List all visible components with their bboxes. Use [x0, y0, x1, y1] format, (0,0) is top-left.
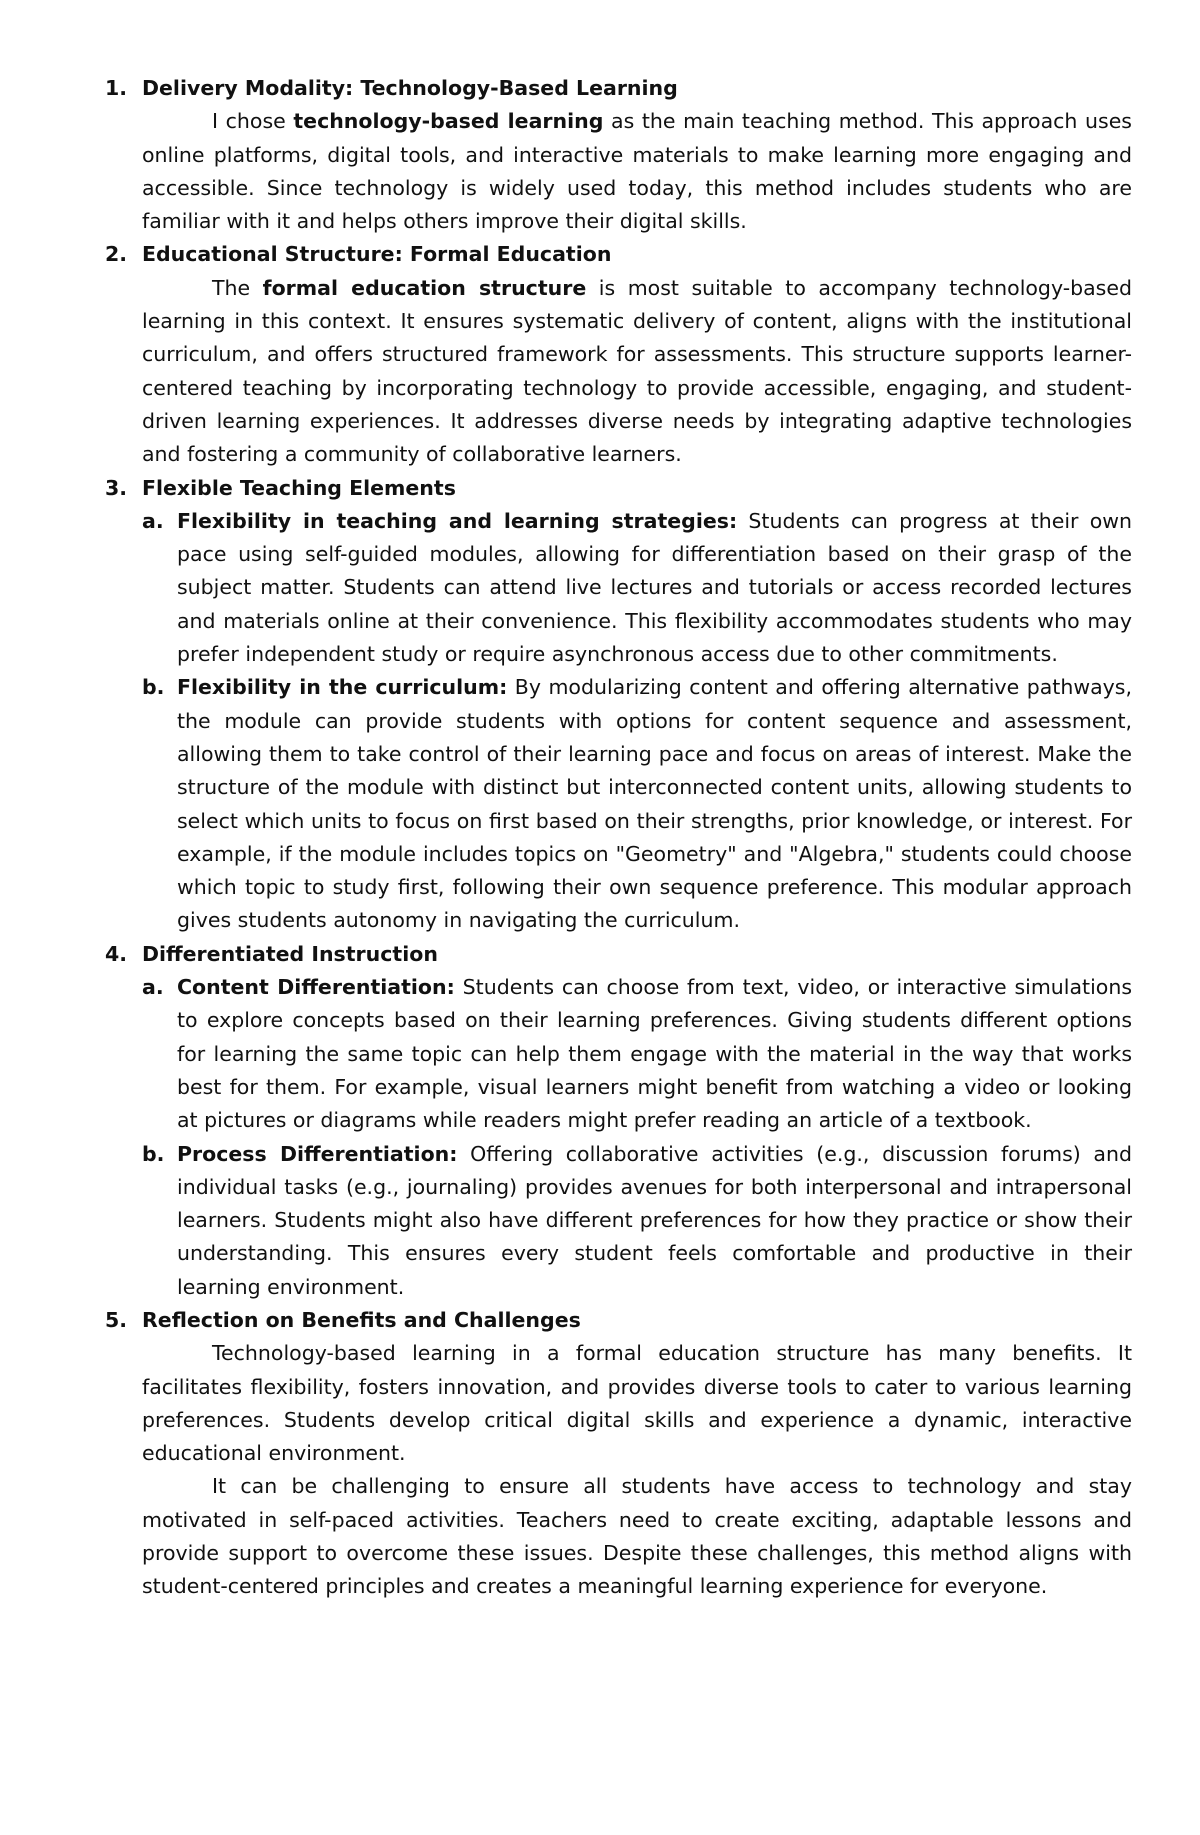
section-number: 5. — [105, 1307, 128, 1332]
item-letter: b. — [142, 675, 165, 700]
item-text: Students can progress at their own pace using self-guided modules, allowing for differentiation based on their grasp of the subject matter. Students can attend live lectures and tutorials or access recorded lectures and materials online at their convenience. This flexibility accommodates students who may prefer independent study or require asynchronous access due to other commitments. — [177, 508, 1132, 667]
section-heading — [105, 72, 1132, 105]
section-heading — [105, 472, 1132, 505]
document-body — [105, 72, 1133, 1604]
section-title: Delivery Modality: Technology-Based Learning — [142, 76, 678, 100]
item-letter: a. — [142, 975, 164, 1000]
list-item — [142, 505, 1132, 671]
paragraph: It can be challenging to ensure all students have access to technology and stay motivated in self-paced activities. Teachers need to create exciting, adaptable lessons and provide support to overcome these issues. Despite these challenges, this method aligns with student-centered principles and creates a meaningful learning experience for everyone. — [142, 1474, 1132, 1599]
list-item — [142, 671, 1132, 937]
list-item — [142, 1138, 1132, 1304]
section-title: Educational Structure: Formal Education — [142, 242, 612, 267]
list-item — [142, 971, 1132, 1137]
bold-term: technology-based learning — [293, 109, 604, 134]
section-flexible-teaching — [105, 472, 1132, 938]
bold-term: formal education structure — [262, 275, 587, 300]
section-number: 3. — [105, 475, 128, 500]
section-educational-structure — [105, 238, 1132, 471]
section-differentiated-instruction — [105, 938, 1133, 1304]
item-label: Flexibility in teaching and learning strategies: — [177, 508, 738, 533]
section-number: 4. — [105, 941, 128, 966]
section-number: 1. — [105, 76, 128, 100]
item-text: Students can choose from text, video, or interactive simulations to explore concepts based on their learning preferences. Giving students different options for learning the same topic can help them engage with the material in the way that works best for them. For example, visual learners might benefit from watching a video or looking at pictures or diagrams while readers might prefer reading an article of a textbook. — [177, 975, 1133, 1133]
section-heading — [105, 238, 1132, 271]
section-heading — [105, 1304, 1132, 1337]
item-label: Process Differentiation: — [177, 1141, 458, 1166]
item-text: Offering collaborative activities (e.g., discussion forums) and individual tasks (e.g., journaling) provides avenues for both interpersonal and intrapersonal learners. Students might also have different preferences for how they practice or show their understanding. This ensures every student feels comfortable and productive in their learning environment. — [177, 1141, 1132, 1299]
section-title: Flexible Teaching Elements — [142, 475, 456, 500]
paragraph: I chose technology-based learning as the main teaching method. This approach uses online platforms, digital tools, and interactive materials to make learning more engaging and accessible. Since technology is widely used today, this method includes students who are familiar with it and helps others improve their digital skills. — [142, 109, 1132, 234]
section-delivery-modality — [105, 72, 1132, 238]
item-label: Flexibility in the curriculum: — [177, 675, 508, 700]
item-letter: b. — [142, 1141, 165, 1166]
section-title: Differentiated Instruction — [142, 941, 438, 966]
item-letter: a. — [142, 508, 164, 533]
paragraph: The formal education structure is most suitable to accompany technology-based learning in this context. It ensures systematic delivery of content, aligns with the institutional curriculum, and offers structured framework for assessments. This structure supports learner-centered teaching by incorporating technology to provide accessible, engaging, and student-driven learning experiences. It addresses diverse needs by integrating adaptive technologies and fostering a community of collaborative learners. — [142, 275, 1132, 467]
section-number: 2. — [105, 242, 128, 267]
section-reflection — [105, 1304, 1132, 1604]
section-heading — [105, 938, 1132, 971]
paragraph: Technology-based learning in a formal education structure has many benefits. It facilitates flexibility, fosters innovation, and provides diverse tools to cater to various learning preferences. Students develop critical digital skills and experience a dynamic, interactive educational environment. — [142, 1341, 1132, 1466]
item-text: By modularizing content and offering alternative pathways, the module can provide students with options for content sequence and assessment, allowing them to take control of their learning pace and focus on areas of interest. Make the structure of the module with distinct but interconnected content units, allowing students to select which units to focus on first based on their strengths, prior knowledge, or interest. For example, if the module includes topics on "Geometry" and "Algebra," students could choose which topic to study first, following their own sequence preference. This modular approach gives students autonomy in navigating the curriculum. — [177, 675, 1132, 933]
item-label: Content Differentiation: — [177, 975, 455, 1000]
section-title: Reflection on Benefits and Challenges — [142, 1307, 581, 1332]
